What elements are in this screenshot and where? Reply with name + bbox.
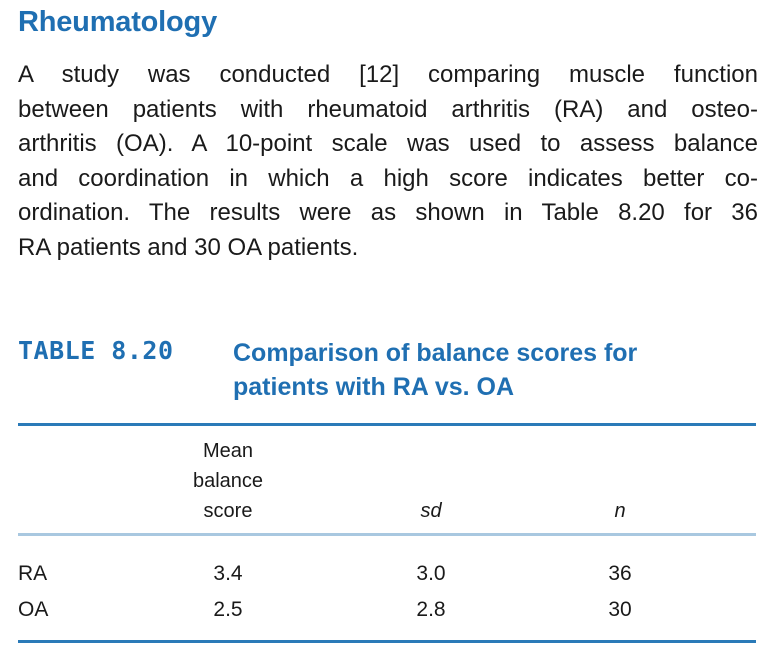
row-label: OA xyxy=(18,598,49,621)
cell-sd: 3.0 xyxy=(416,562,446,585)
paragraph-line: arthritis (OA). A 10-point scale was used to assess balance xyxy=(18,130,758,157)
paragraph-line: A study was conducted [12] comparing muscle function xyxy=(18,61,758,88)
cell-mean: 2.5 xyxy=(213,598,243,621)
body-paragraph xyxy=(18,58,758,265)
column-header-line: Mean xyxy=(202,440,254,462)
cell-mean: 3.4 xyxy=(213,562,243,585)
column-header-line: score xyxy=(203,500,253,522)
cell-sd: 2.8 xyxy=(416,598,446,621)
cell-n: 36 xyxy=(608,562,632,585)
table-title xyxy=(233,336,733,404)
column-header-mean xyxy=(168,436,288,526)
table-title-line: patients with RA vs. OA xyxy=(233,373,515,401)
column-header-sd: sd xyxy=(420,500,442,522)
table-label: TABLE 8.20 xyxy=(18,336,174,365)
table-top-rule xyxy=(18,423,756,426)
column-header-line: balance xyxy=(192,470,264,492)
section-heading: Rheumatology xyxy=(18,6,217,38)
table-title-line: Comparison of balance scores for xyxy=(233,339,638,367)
row-label: RA xyxy=(18,562,48,585)
column-header-n: n xyxy=(614,500,626,522)
table-bottom-rule xyxy=(18,640,756,643)
paragraph-line: and coordination in which a high score indicates better co- xyxy=(18,164,758,192)
table-header-rule xyxy=(18,533,756,536)
paragraph-line: ordination. The results were as shown in Table 8.20 for 36 xyxy=(18,199,758,226)
paragraph-line: between patients with rheumatoid arthritis (RA) and osteo- xyxy=(18,95,758,123)
cell-n: 30 xyxy=(608,598,632,621)
paragraph-line: RA patients and 30 OA patients. xyxy=(18,233,359,261)
